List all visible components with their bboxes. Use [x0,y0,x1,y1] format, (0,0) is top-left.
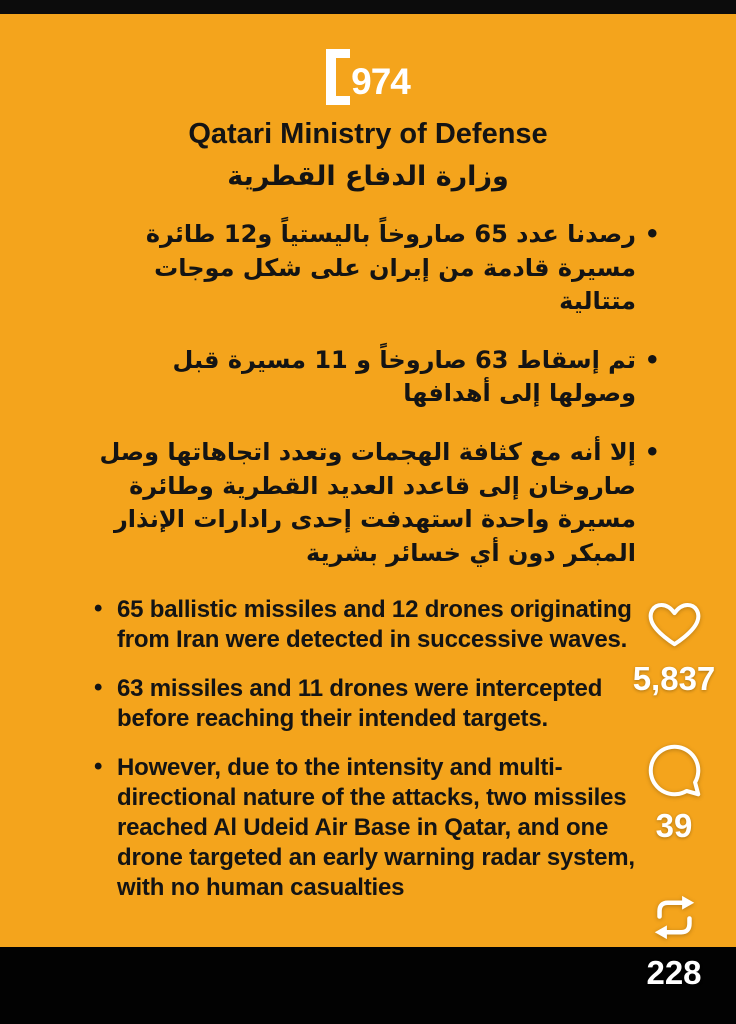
repost-count: 228 [646,954,702,991]
like-button[interactable] [633,595,716,698]
top-letterbox-bar [0,0,736,14]
comment-icon [646,742,703,799]
comment-count: 39 [655,807,693,844]
like-count: 5,837 [632,660,716,697]
repost-icon [646,889,703,946]
english-bullet-1: • 65 ballistic missiles and 12 drones originating from Iran were detected in successive waves. [117,595,639,655]
english-bullet-3: • However, due to the intensity and multi-directional nature of the attacks, two missiles reached Al Udeid Air Base in Qatar, and one drone targeted an early warning radar system, with no human casualties [117,753,639,903]
bracket-logo-icon [326,49,350,105]
arabic-bullet-2: • تم إسقاط 63 صاروخاً و 11 مسيرة قبل وصولها إلى أهدافها [96,344,636,411]
comment-button[interactable] [646,742,703,845]
logo-number: 974 [351,61,410,102]
english-bullet-list [117,595,639,903]
title-arabic: وزارة الدفاع القطرية [227,161,509,192]
title-english: Qatari Ministry of Defense [188,118,548,150]
engagement-rail [624,595,724,992]
channel-logo [0,48,736,106]
english-bullet-2: • 63 missiles and 11 drones were intercepted before reaching their intended targets. [117,674,639,734]
arabic-bullet-1: • رصدنا عدد 65 صاروخاً باليستياً و12 طائرة مسيرة قادمة من إيران على شكل موجات متتالية [96,218,636,319]
heart-icon [646,595,703,652]
repost-button[interactable] [646,889,703,992]
arabic-bullet-3: • إلا أنه مع كثافة الهجمات وتعدد اتجاهاتها وصل صاروخان إلى قاعدد العديد القطرية وطائرة مسيرة واحدة استهدفت إحدى رادارات الإنذار المبكر دون أي خسائر بشرية [96,436,636,570]
arabic-bullet-list [96,218,636,570]
